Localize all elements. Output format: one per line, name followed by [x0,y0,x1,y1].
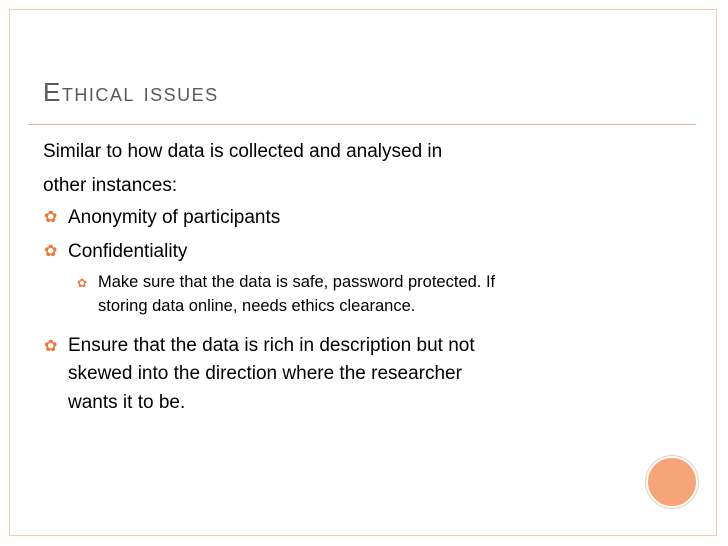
diamond-bullet-icon: ✿ [44,209,58,226]
last-bullet-line-3: wants it to be. [68,392,186,413]
slide-title: Ethical issues [43,77,219,107]
title-divider [28,124,696,125]
diamond-bullet-icon: ✿ [77,276,88,290]
intro-line-2: other instances: [43,175,178,196]
bullet-item-anonymity: Anonymity of participants [68,207,281,228]
sub-bullet-line-2: storing data online, needs ethics clearance. [98,297,416,315]
last-bullet-line-2: skewed into the direction where the researcher [68,363,462,384]
diamond-bullet-icon: ✿ [44,338,58,355]
sub-bullet-line-1: Make sure that the data is safe, password protected. If [98,273,496,291]
decorative-circle [646,456,698,508]
bullet-item-confidentiality: Confidentiality [68,241,188,262]
intro-line-1: Similar to how data is collected and analysed in [43,141,443,162]
last-bullet-line-1: Ensure that the data is rich in description but not [68,335,475,356]
diamond-bullet-icon: ✿ [44,243,58,260]
